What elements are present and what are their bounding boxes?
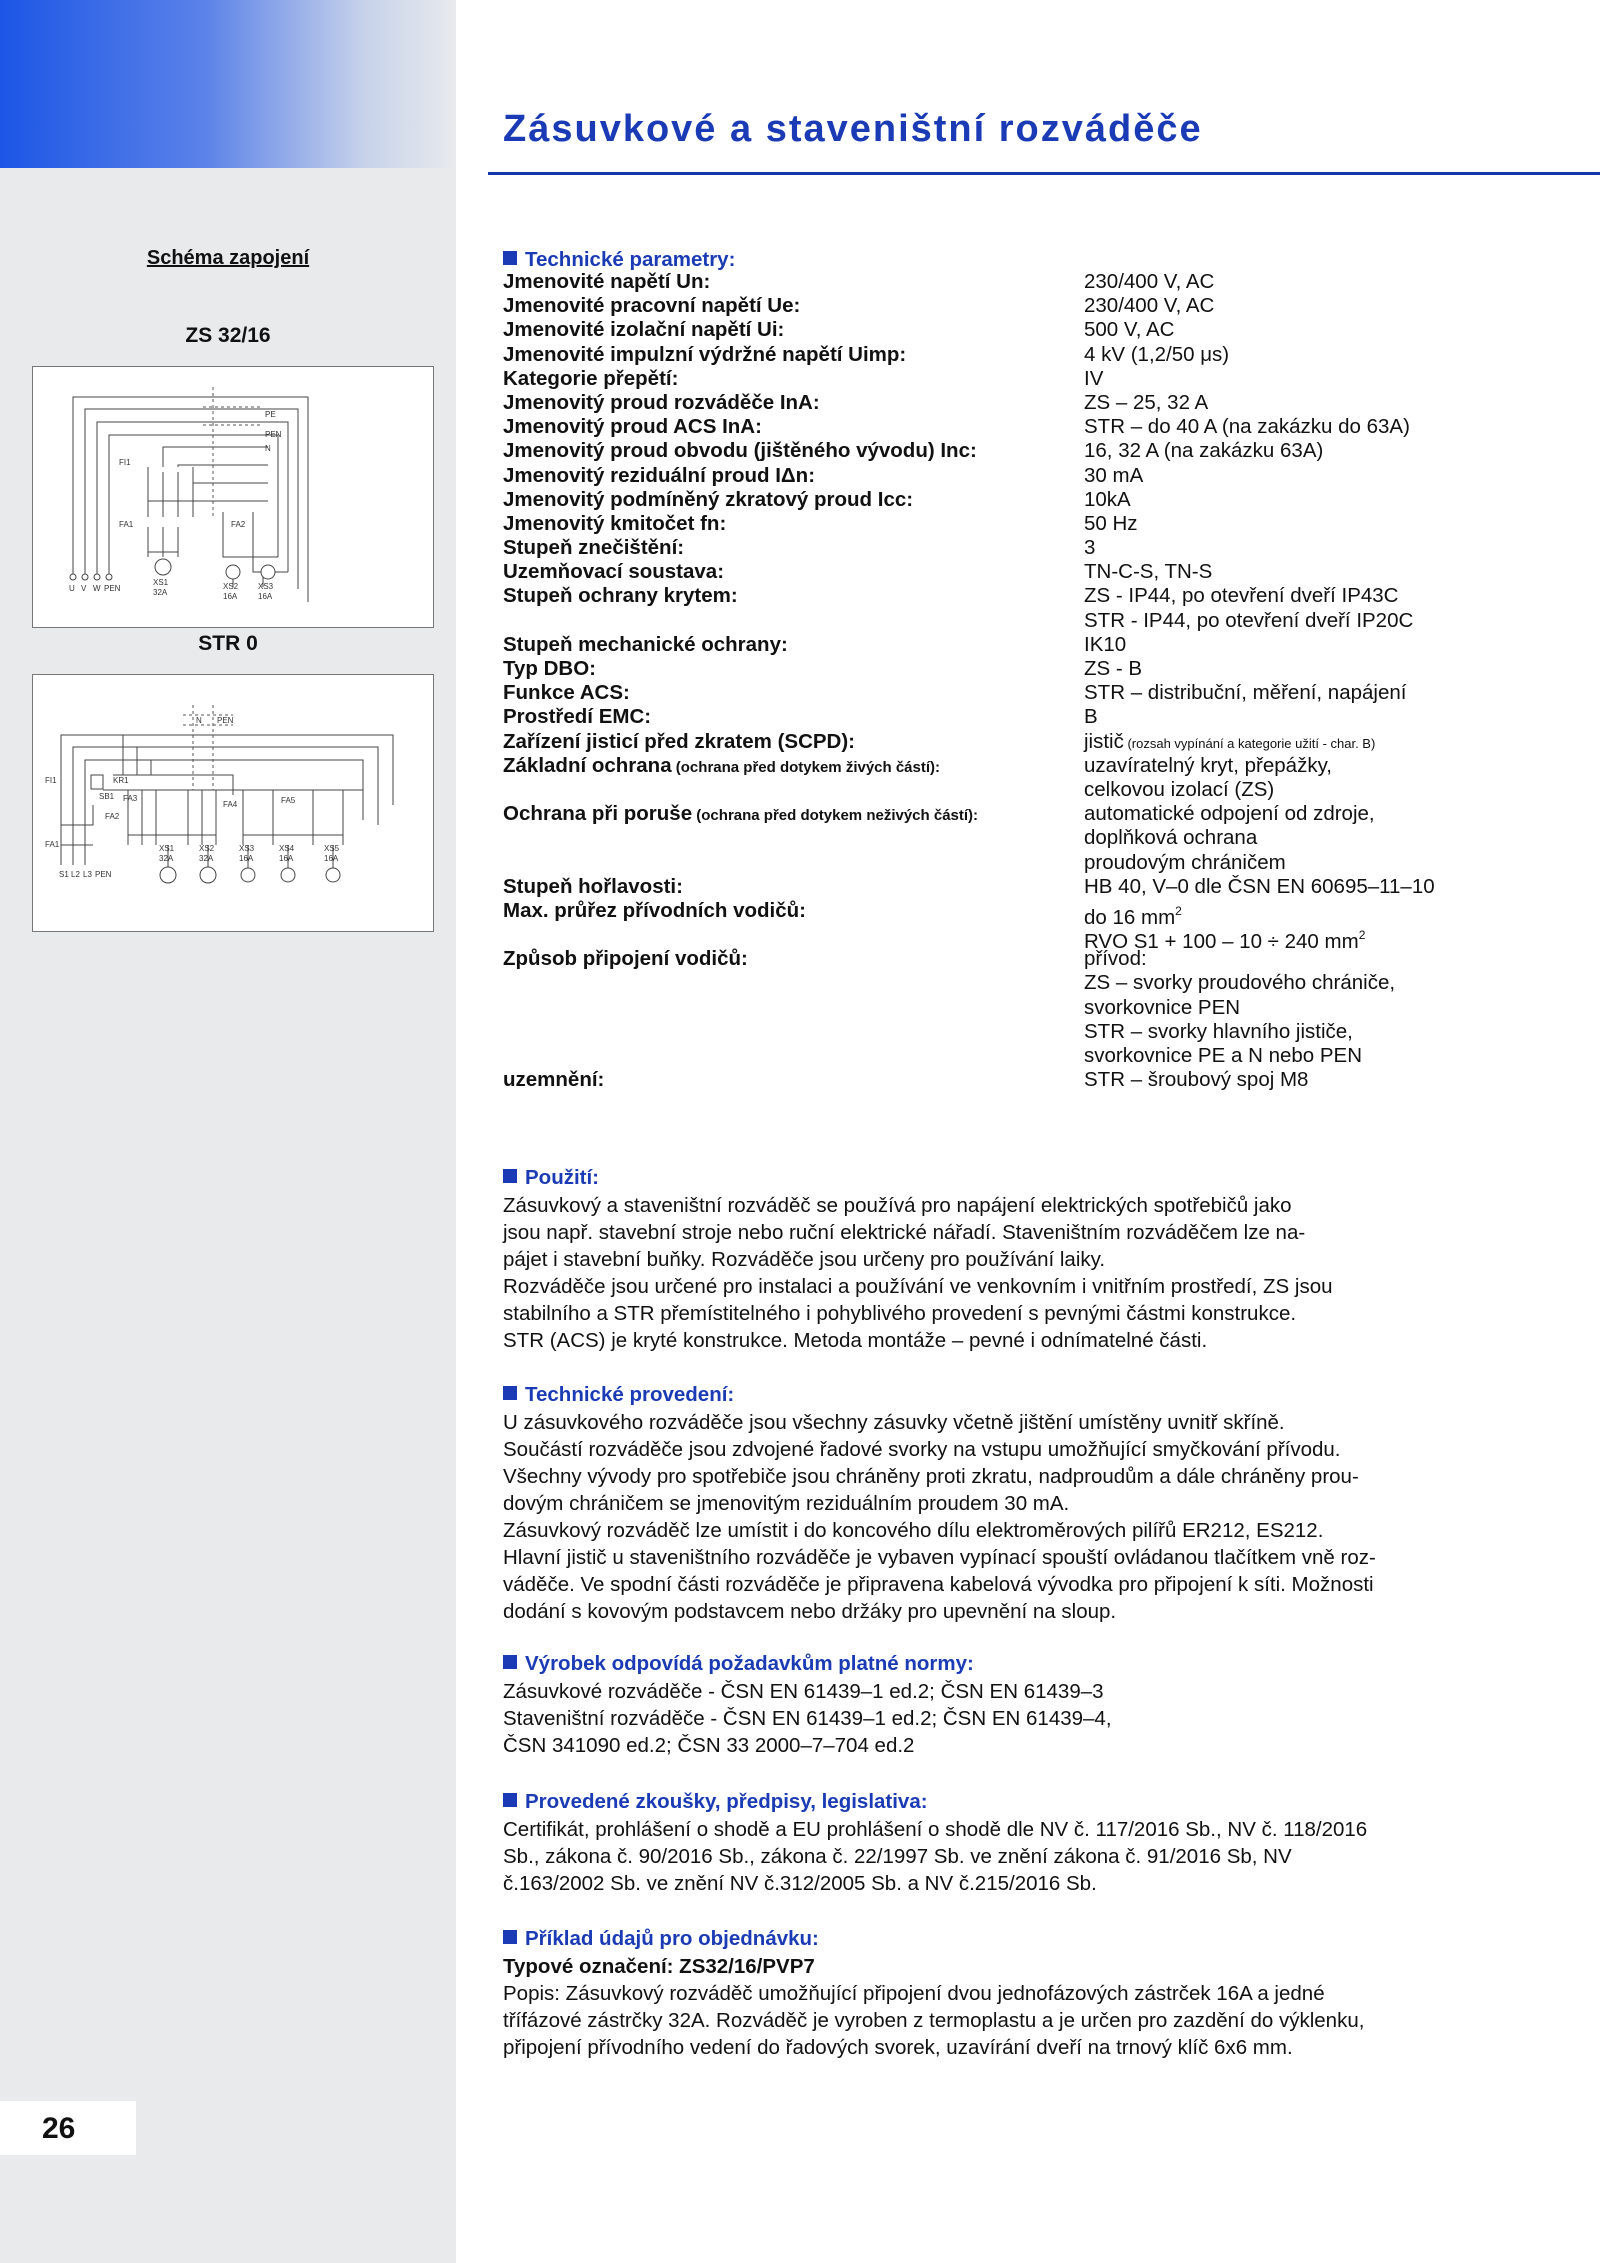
- text-line: Zásuvkový rozváděč lze umístit i do koncového dílu elektroměrových pilířů ER212, ES212.: [503, 1519, 1324, 1542]
- text-line: Hlavní jistič u staveništního rozváděče je vybaven vypínací spouští ovládanou tlačítkem vně roz-: [503, 1546, 1376, 1569]
- parameter-value: [1084, 1020, 1353, 1044]
- parameter-row: [503, 947, 1583, 971]
- parameter-value-superscript: 2: [1358, 928, 1366, 943]
- parameter-value-text: 16, 32 A (na zakázku 63A): [1084, 439, 1324, 463]
- parameter-value-text: 30 mA: [1084, 463, 1144, 487]
- parameter-value-text: RVO S1 + 100 – 10 ÷ 240 mm: [1084, 930, 1359, 954]
- parameter-row: [503, 633, 1583, 657]
- section-standards: [503, 1652, 974, 1676]
- parameter-label-text: Jmenovité izolační napětí Ui:: [503, 318, 785, 342]
- parameter-value: [1084, 705, 1098, 729]
- diagram1-text: XS3: [258, 582, 274, 591]
- parameter-row: [503, 512, 1583, 536]
- type-designation: Typové označení: ZS32/16/PVP7: [503, 1955, 815, 1978]
- parameter-label-text: Jmenovité pracovní napětí Ue:: [503, 294, 801, 318]
- header-gradient: [0, 0, 456, 168]
- parameter-value-text: STR – svorky hlavního jističe,: [1084, 1019, 1353, 1043]
- title-rule: [488, 172, 1600, 175]
- diagram1-text: 16A: [223, 592, 238, 601]
- parameter-value-text: ZS – 25, 32 A: [1084, 390, 1209, 414]
- parameter-value-text: 10kA: [1084, 487, 1131, 511]
- section-usage: [503, 1166, 599, 1190]
- parameter-row: [503, 439, 1583, 463]
- diagram2-text: XS1: [159, 844, 175, 853]
- parameter-value: [1084, 512, 1138, 536]
- diagram2-text: S1: [59, 870, 69, 879]
- text-line: váděče. Ve spodní části rozváděče je připravena kabelová vývodka pro připojení k síti. Možnosti: [503, 1573, 1374, 1596]
- parameter-row: [503, 367, 1583, 391]
- parameter-label: [503, 318, 784, 342]
- parameter-value: [1084, 971, 1395, 995]
- parameter-label: [503, 657, 596, 681]
- text-line: stabilního a STR přemístitelného i pohyblivého provedení s pevnými částmi konstrukce.: [503, 1302, 1297, 1325]
- parameter-value: [1084, 947, 1147, 971]
- parameter-row: [503, 923, 1583, 954]
- text-line: Certifikát, prohlášení o shodě a EU prohlášení o shodě dle NV č. 117/2016 Sb., NV č. 118/2016: [503, 1818, 1368, 1841]
- diagram1-text: XS2: [223, 582, 239, 591]
- parameter-value: [1084, 681, 1406, 705]
- diagram2-text: XS3: [239, 844, 255, 853]
- diagram2-text: FI1: [45, 776, 57, 785]
- parameter-value-text: 4 kV (1,2/50 μs): [1084, 342, 1230, 366]
- parameter-label: [503, 488, 913, 512]
- page-number: 26: [42, 2112, 76, 2145]
- diagram1-text: V: [81, 584, 87, 593]
- diagram2-text: KR1: [113, 776, 129, 785]
- parameter-row: [503, 1068, 1583, 1092]
- section-heading: Provedené zkoušky, předpisy, legislativa:: [525, 1790, 928, 1813]
- parameter-value: [1084, 609, 1413, 633]
- parameter-value: [1084, 536, 1095, 560]
- parameter-label: [503, 899, 806, 923]
- diagram2-text: L3: [83, 870, 92, 879]
- parameter-value: [1084, 826, 1257, 850]
- parameter-value: [1084, 584, 1399, 608]
- parameter-value: [1084, 270, 1214, 294]
- parameter-label-text: Typ DBO:: [503, 657, 597, 680]
- parameter-label-text: Způsob připojení vodičů:: [503, 947, 748, 971]
- parameter-value-text: ZS - B: [1084, 657, 1143, 680]
- page-title: Zásuvkové a staveništní rozváděče: [503, 108, 1203, 150]
- diagram1-text: XS1: [153, 578, 169, 587]
- bullet-square-icon: [503, 1655, 517, 1669]
- diagram2-text: SB1: [99, 792, 115, 801]
- parameter-label: [503, 343, 906, 367]
- section-technical-design: [503, 1383, 734, 1407]
- parameter-label-note: (ochrana před dotykem živých částí):: [671, 758, 941, 776]
- parameter-label-text: Kategorie přepětí:: [503, 366, 679, 390]
- parameter-value: [1084, 318, 1174, 342]
- parameter-value-text: 50 Hz: [1084, 511, 1138, 535]
- parameter-label-text: Stupeň ochrany krytem:: [503, 584, 738, 608]
- parameter-row: [503, 584, 1583, 608]
- parameter-value-text: IK10: [1084, 632, 1127, 656]
- parameter-value-text: jistič: [1084, 729, 1124, 753]
- section-heading: Příklad údajů pro objednávku:: [525, 1927, 819, 1950]
- parameter-value-text: do 16 mm: [1084, 905, 1176, 929]
- parameter-label-note: (ochrana před dotykem neživých částí):: [692, 807, 979, 825]
- text-line: Staveništní rozváděče - ČSN EN 61439–1 ed.2; ČSN EN 61439–4,: [503, 1707, 1112, 1730]
- parameter-value: [1084, 778, 1274, 802]
- diagram1-text: 16A: [258, 592, 273, 601]
- parameter-label: [503, 391, 820, 415]
- section-technical-parameters: [503, 248, 735, 272]
- bullet-square-icon: [503, 1930, 517, 1944]
- parameter-row: [503, 1020, 1583, 1044]
- parameter-label-text: Jmenovitý proud obvodu (jištěného vývodu) Inc:: [503, 439, 977, 463]
- parameter-value: [1084, 851, 1286, 875]
- diagram1-text: PEN: [104, 584, 121, 593]
- parameter-value: [1084, 1068, 1308, 1092]
- text-line: Zásuvkové rozváděče - ČSN EN 61439–1 ed.2; ČSN EN 61439–3: [503, 1680, 1104, 1703]
- parameter-label: [503, 294, 800, 318]
- text-line: jsou např. stavební stroje nebo ruční elektrické nářadí. Staveništním rozváděčem lze na-: [503, 1221, 1306, 1244]
- diagram1-text: N: [265, 444, 271, 453]
- parameter-value-text: ZS – svorky proudového chrániče,: [1084, 971, 1396, 995]
- section-heading: Technické provedení:: [525, 1383, 735, 1406]
- wiring-diagram-str: [32, 674, 434, 932]
- bullet-square-icon: [503, 251, 517, 265]
- parameter-row: [503, 681, 1583, 705]
- parameter-value-text: celkovou izolací (ZS): [1084, 777, 1275, 801]
- parameter-row: [503, 609, 1583, 633]
- parameter-row: [503, 318, 1583, 342]
- parameter-value-text: uzavíratelný kryt, přepážky,: [1084, 753, 1332, 777]
- parameter-value-text: HB 40, V–0 dle ČSN EN 60695–11–10: [1084, 874, 1435, 898]
- parameter-value-superscript: 2: [1175, 903, 1182, 918]
- parameter-value-text: IV: [1084, 366, 1104, 390]
- parameter-label-text: Jmenovité impulzní výdržné napětí Uimp:: [503, 342, 907, 366]
- parameter-value-text: TN-C-S, TN-S: [1084, 560, 1213, 584]
- parameter-value: [1084, 657, 1142, 681]
- diagram2-text: FA2: [105, 812, 120, 821]
- section-order-example: [503, 1927, 819, 1951]
- wiring-diagram-str-svg: [33, 675, 433, 931]
- parameter-value-text: STR – šroubový spoj M8: [1084, 1068, 1309, 1092]
- section-heading: Výrobek odpovídá požadavkům platné normy:: [525, 1652, 974, 1675]
- parameter-label-text: Prostředí EMC:: [503, 705, 652, 729]
- order-example-text: [503, 1953, 1487, 2061]
- parameter-value: [1084, 633, 1126, 657]
- parameter-value: [1084, 343, 1229, 367]
- parameter-label-text: uzemnění:: [503, 1068, 605, 1092]
- parameter-label: [503, 947, 748, 971]
- parameter-value-text: doplňková ochrana: [1084, 826, 1258, 850]
- parameter-value: [1084, 439, 1323, 463]
- diagram2-text: 32A: [159, 854, 174, 863]
- diagram2-text: PEN: [95, 870, 112, 879]
- diagram2-text: L2: [71, 870, 80, 879]
- text-line: ČSN 341090 ed.2; ČSN 33 2000–7–704 ed.2: [503, 1734, 915, 1757]
- parameter-row: [503, 560, 1583, 584]
- parameter-label-text: Jmenovitý proud ACS InA:: [503, 415, 762, 439]
- parameter-row: [503, 294, 1583, 318]
- text-line: STR (ACS) je kryté konstrukce. Metoda montáže – pevné i odnímatelné části.: [503, 1329, 1208, 1352]
- parameter-row: [503, 415, 1583, 439]
- parameter-row: [503, 1044, 1583, 1068]
- parameter-value: [1084, 802, 1375, 826]
- text-line: č.163/2002 Sb. ve znění NV č.312/2005 Sb. a NV č.215/2016 Sb.: [503, 1872, 1097, 1895]
- parameter-label-text: Uzemňovací soustava:: [503, 560, 725, 584]
- parameter-label-text: Jmenovitý kmitočet fn:: [503, 511, 727, 535]
- parameters-table: [503, 270, 1583, 1092]
- parameter-row: [503, 826, 1583, 850]
- diagram2-text: FA4: [223, 800, 238, 809]
- wiring-diagram-zs-svg: [33, 367, 433, 627]
- diagram2-text: FA5: [281, 796, 296, 805]
- parameter-value-text: 230/400 V, AC: [1084, 270, 1215, 293]
- parameter-label: [503, 730, 855, 754]
- parameter-row: [503, 343, 1583, 367]
- text-line: Popis: Zásuvkový rozváděč umožňující připojení dvou jednofázových zástrček 16A a jedné: [503, 1982, 1325, 2005]
- parameter-row: [503, 536, 1583, 560]
- diagram2-text: XS4: [279, 844, 295, 853]
- diagram1-text: FA2: [231, 520, 246, 529]
- parameter-label: [503, 681, 630, 705]
- text-line: Rozváděče jsou určené pro instalaci a používání ve venkovním i vnitřním prostředí, ZS jsou: [503, 1275, 1333, 1298]
- diagram1-text: W: [93, 584, 101, 593]
- wiring-diagram-zs: [32, 366, 434, 628]
- parameter-row: [503, 488, 1583, 512]
- parameter-value-text: 230/400 V, AC: [1084, 294, 1215, 318]
- parameter-value: [1084, 875, 1435, 899]
- parameter-row: [503, 996, 1583, 1020]
- parameter-label-text: Max. průřez přívodních vodičů:: [503, 898, 806, 922]
- parameter-value-text: STR – distribuční, měření, napájení: [1084, 681, 1407, 705]
- parameter-label: [503, 367, 678, 391]
- section-heading: Použití:: [525, 1166, 600, 1189]
- text-line: pájet i stavební buňky. Rozváděče jsou určeny pro používání laiky.: [503, 1248, 1106, 1271]
- text-line: Sb., zákona č. 90/2016 Sb., zákona č. 22/1997 Sb. ve znění zákona č. 91/2016 Sb, NV: [503, 1845, 1292, 1868]
- parameter-value: [1084, 754, 1332, 778]
- tests-text: [503, 1816, 1487, 1897]
- parameter-value-note: (rozsah vypínání a kategorie užití - char. B): [1123, 735, 1376, 751]
- text-line: Zásuvkový a staveništní rozváděč se používá pro napájení elektrických spotřebičů jako: [503, 1194, 1292, 1217]
- parameter-value-text: svorkovnice PE a N nebo PEN: [1084, 1044, 1363, 1067]
- parameter-row: [503, 851, 1583, 875]
- bullet-square-icon: [503, 1793, 517, 1807]
- parameter-label: [503, 560, 724, 584]
- parameter-label-text: Stupeň znečištění:: [503, 536, 685, 560]
- diagram1-text: FA1: [119, 520, 134, 529]
- diagram2-text: N: [196, 716, 202, 725]
- text-line: dovým chráničem se jmenovitým reziduálním proudem 30 mA.: [503, 1492, 1070, 1515]
- diagram1-label: ZS 32/16: [185, 324, 271, 347]
- parameter-value-text: 500 V, AC: [1084, 318, 1175, 342]
- diagram1-text: PEN: [265, 430, 282, 439]
- parameter-value-text: ZS - IP44, po otevření dveří IP43C: [1084, 584, 1399, 608]
- parameter-value: [1084, 391, 1208, 415]
- parameter-label-text: Zařízení jisticí před zkratem (SCPD):: [503, 729, 856, 753]
- parameter-value: [1084, 560, 1212, 584]
- diagram1-text: U: [69, 584, 75, 593]
- parameter-row: [503, 270, 1583, 294]
- parameter-label: [503, 705, 651, 729]
- parameter-row: [503, 778, 1583, 802]
- standards-text: [503, 1678, 1487, 1759]
- parameter-value-text: 3: [1084, 536, 1096, 560]
- parameter-label: [503, 270, 710, 294]
- parameter-label: [503, 512, 726, 536]
- parameter-label: [503, 464, 815, 488]
- parameter-value-text: proudovým chráničem: [1084, 850, 1286, 874]
- parameter-value-text: B: [1084, 705, 1098, 729]
- diagram1-text: FI1: [119, 458, 131, 467]
- diagram2-text: FA1: [45, 840, 60, 849]
- parameter-row: [503, 898, 1583, 929]
- parameter-value-text: STR - IP44, po otevření dveří IP20C: [1084, 608, 1414, 632]
- text-line: dodání s kovovým podstavcem nebo držáky pro upevnění na sloup.: [503, 1600, 1117, 1623]
- parameter-row: [503, 971, 1583, 995]
- parameter-value: [1084, 1044, 1362, 1068]
- parameter-label-text: Stupeň hořlavosti:: [503, 874, 683, 898]
- diagram2-text: 16A: [324, 854, 339, 863]
- parameter-label: [503, 754, 940, 780]
- parameter-value-text: přívod:: [1084, 947, 1147, 971]
- parameter-label: [503, 536, 684, 560]
- diagram2-label: STR 0: [198, 632, 258, 655]
- parameter-label-text: Jmenovité napětí Un:: [503, 270, 711, 293]
- parameter-label-text: Základní ochrana: [503, 753, 672, 777]
- diagram2-text: XS2: [199, 844, 215, 853]
- parameter-row: [503, 705, 1583, 729]
- parameter-value: [1084, 996, 1240, 1020]
- bullet-square-icon: [503, 1386, 517, 1400]
- parameter-label: [503, 584, 738, 608]
- parameter-label: [503, 415, 762, 439]
- text-line: U zásuvkového rozváděče jsou všechny zásuvky včetně jištění umístěny uvnitř skříně.: [503, 1411, 1285, 1434]
- bullet-square-icon: [503, 1169, 517, 1183]
- usage-text: [503, 1192, 1487, 1354]
- diagram2-text: PEN: [217, 716, 234, 725]
- parameter-value: [1084, 488, 1131, 512]
- parameter-row: [503, 391, 1583, 415]
- technical-design-text: [503, 1409, 1487, 1625]
- parameter-value-text: STR – do 40 A (na zakázku do 63A): [1084, 415, 1410, 439]
- parameter-row: [503, 657, 1583, 681]
- text-line: třífázové zástrčky 32A. Rozváděč je vyroben z termoplastu a je určen pro zazdění do výklenku,: [503, 2009, 1365, 2032]
- parameter-label-text: Ochrana při poruše: [503, 802, 693, 826]
- parameter-value: [1084, 294, 1214, 318]
- text-line: připojení přívodního vedení do řadových svorek, uzavírání dveří na trnový klíč 6x6 mm.: [503, 2036, 1293, 2059]
- parameter-value: [1084, 464, 1143, 488]
- diagram2-text: XS5: [324, 844, 340, 853]
- parameter-label: [503, 633, 788, 657]
- diagram2-text: 16A: [279, 854, 294, 863]
- text-line: Všechny vývody pro spotřebiče jsou chráněny proti zkratu, nadproudům a dále chráněny prou-: [503, 1465, 1359, 1488]
- parameter-row: [503, 464, 1583, 488]
- parameter-value: [1084, 730, 1375, 756]
- parameter-label: [503, 802, 978, 828]
- parameter-label-text: Jmenovitý podmíněný zkratový proud Icc:: [503, 487, 914, 511]
- text-line: Součástí rozváděče jsou zdvojené řadové svorky na vstupu umožňující smyčkování přívodu.: [503, 1438, 1341, 1461]
- parameter-row: [503, 802, 1583, 826]
- parameter-label-text: Jmenovitý reziduální proud IΔn:: [503, 463, 816, 487]
- parameter-label: [503, 875, 683, 899]
- parameter-label-text: Funkce ACS:: [503, 681, 630, 705]
- diagram1-text: 32A: [153, 588, 168, 597]
- parameter-label-text: Jmenovitý proud rozváděče InA:: [503, 390, 820, 414]
- parameter-row: [503, 754, 1583, 778]
- schema-title: Schéma zapojení: [146, 247, 310, 269]
- parameter-value: [1084, 415, 1410, 439]
- parameter-value-text: automatické odpojení od zdroje,: [1084, 802, 1375, 826]
- diagram2-text: 32A: [199, 854, 214, 863]
- section-tests: [503, 1790, 928, 1814]
- parameter-value-text: svorkovnice PEN: [1084, 995, 1241, 1019]
- diagram1-text: PE: [265, 410, 276, 419]
- parameter-value: [1084, 367, 1103, 391]
- parameter-label: [503, 1068, 604, 1092]
- section-heading: Technické parametry:: [525, 248, 736, 271]
- parameter-label: [503, 439, 977, 463]
- diagram2-text: 16A: [239, 854, 254, 863]
- parameter-row: [503, 875, 1583, 899]
- parameter-label-text: Stupeň mechanické ochrany:: [503, 632, 788, 656]
- diagram2-text: FA3: [123, 794, 138, 803]
- parameter-row: [503, 730, 1583, 754]
